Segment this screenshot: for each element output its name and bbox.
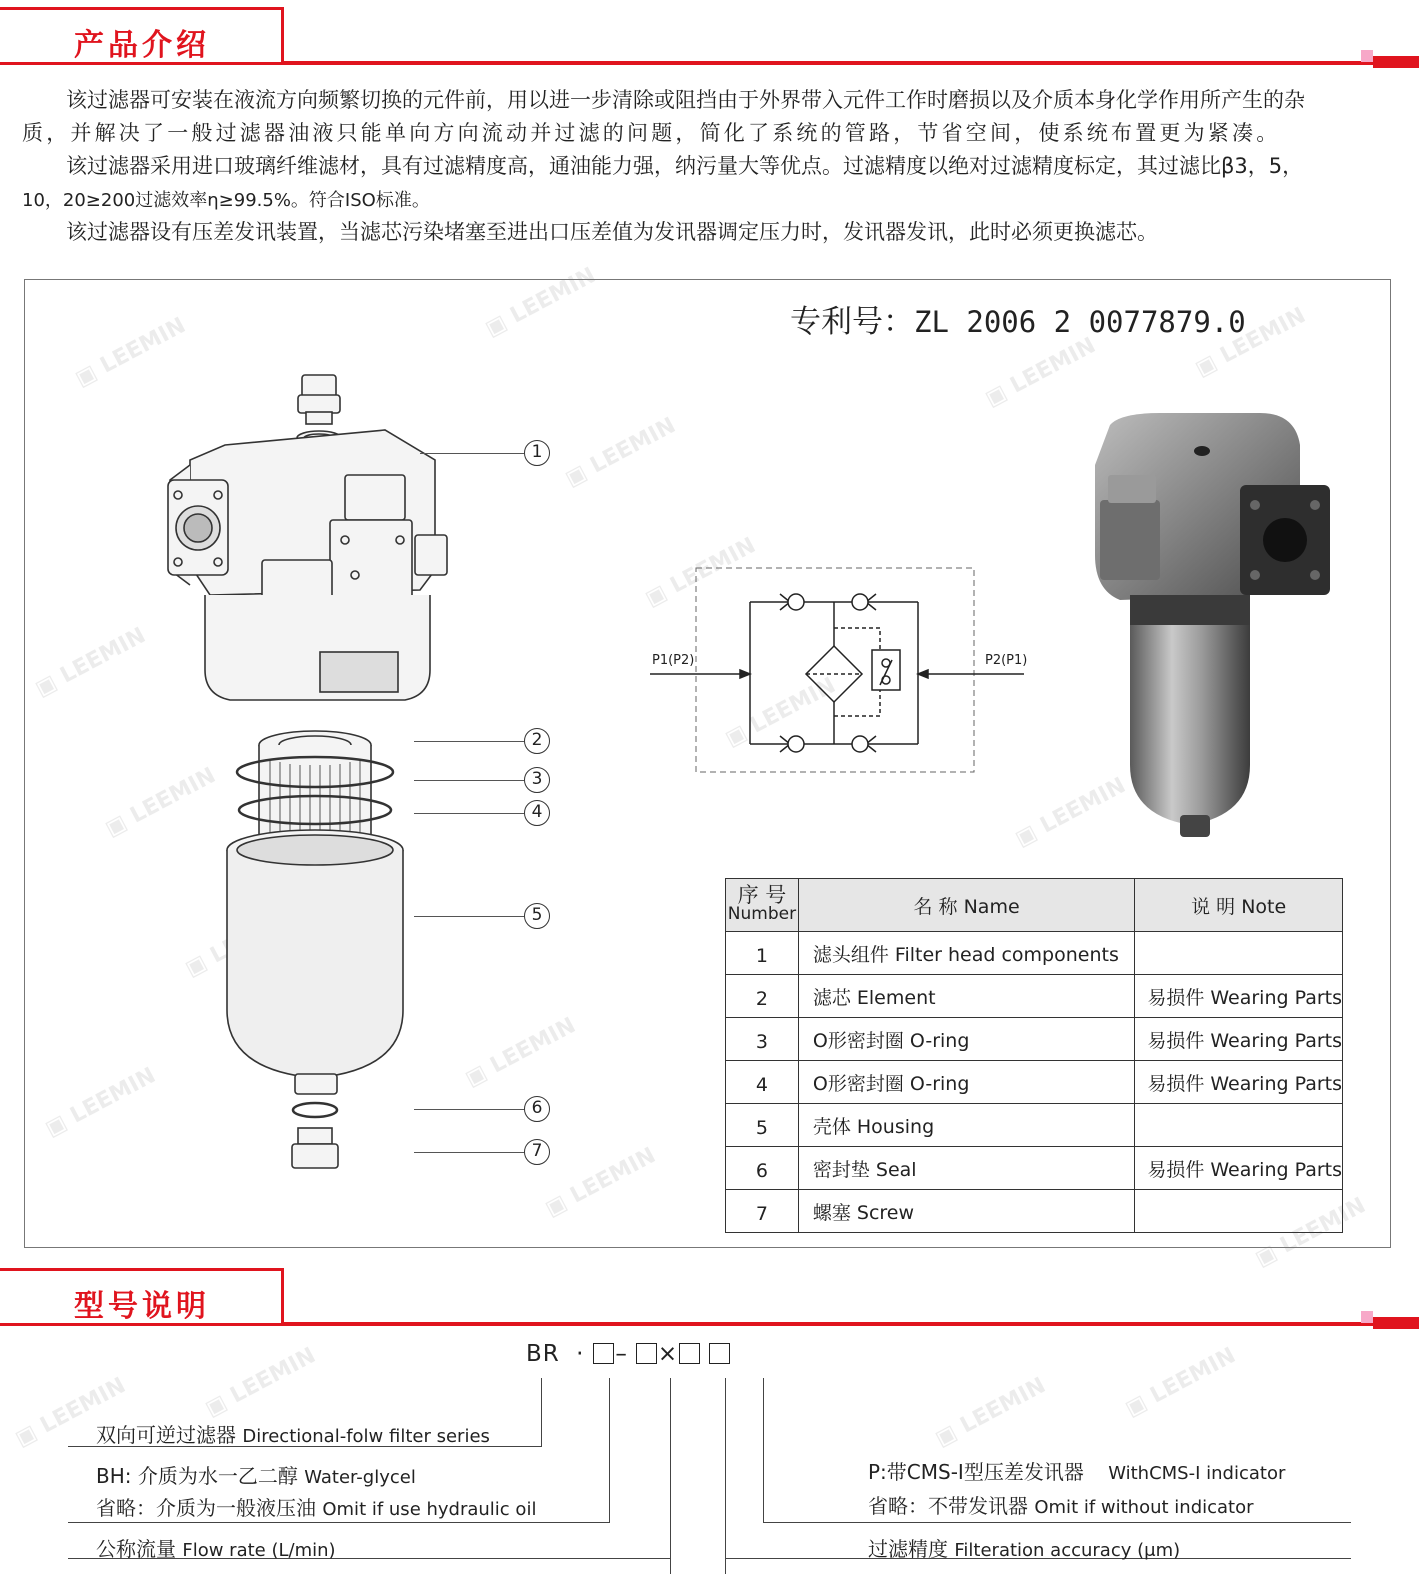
row-number: 1 — [726, 932, 799, 975]
row-name: 壳体 Housing — [798, 1104, 1134, 1147]
row-name: O形密封圈 O-ring — [798, 1061, 1134, 1104]
intro-paragraph-1b: 质，并解决了一般过滤器油液只能单向方向流动并过滤的问题，简化了系统的管路，节省空间，使系统布置更为紧凑。 — [22, 121, 1281, 145]
code-box-medium — [593, 1343, 614, 1364]
code-box-flow — [636, 1343, 657, 1364]
watermark: ▣ LEEMIN — [481, 263, 600, 342]
callout-3: 3 — [524, 767, 550, 793]
noind-cn: 省略：不带发讯器 — [868, 1494, 1028, 1518]
table-row — [726, 1104, 1343, 1147]
model-dot: · — [576, 1341, 585, 1367]
row-note: 易损件 Wearing Parts — [1135, 1018, 1343, 1061]
connector — [763, 1378, 764, 1522]
watermark: ▣ LEEMIN — [201, 1343, 320, 1422]
connector — [541, 1378, 542, 1446]
indicator-p-desc — [868, 1456, 1285, 1485]
row-note: 易损件 Wearing Parts — [1135, 975, 1343, 1018]
intro-paragraph-1a: 该过滤器可安装在液流方向频繁切换的元件前，用以进一步清除或阻挡由于外界带入元件工作时磨损以及介质本身化学作用所产生的杂 — [66, 88, 1305, 112]
watermark: ▣ LEEMIN — [561, 413, 680, 492]
flow-desc — [96, 1533, 336, 1562]
watermark: ▣ LEEMIN — [1191, 303, 1310, 382]
hydraulic-schematic — [640, 560, 1030, 785]
leader-line — [420, 453, 524, 454]
callout-5: 5 — [524, 903, 550, 929]
watermark: ▣ LEEMIN — [541, 1143, 660, 1222]
callout-6: 6 — [524, 1096, 550, 1122]
omit-en: Omit if use hydraulic oil — [322, 1499, 537, 1520]
watermark: ▣ LEEMIN — [1251, 1193, 1370, 1272]
row-name: O形密封圈 O-ring — [798, 1018, 1134, 1061]
watermark: ▣ LEEMIN — [101, 763, 220, 842]
section-title-model: 型号说明 — [74, 1289, 210, 1324]
watermark: ▣ LEEMIN — [1011, 773, 1130, 852]
header-number — [726, 879, 799, 932]
table-header-row — [726, 879, 1343, 932]
row-number: 4 — [726, 1061, 799, 1104]
watermark: ▣ LEEMIN — [931, 1373, 1050, 1452]
watermark: ▣ LEEMIN — [721, 673, 840, 752]
row-number: 6 — [726, 1147, 799, 1190]
series-desc — [96, 1419, 490, 1448]
p-en: WithCMS-I indicator — [1108, 1463, 1286, 1484]
leader-line — [414, 780, 524, 781]
parts-table — [725, 878, 1343, 1233]
intro-paragraph-3: 该过滤器设有压差发讯装置，当滤芯污染堵塞至进出口压差值为发讯器调定压力时，发讯器发讯，此时必须更换滤芯。 — [66, 220, 1158, 244]
leader-line — [414, 741, 524, 742]
row-note — [1135, 1104, 1343, 1147]
row-name: 螺塞 Screw — [798, 1190, 1134, 1233]
connector — [763, 1522, 1351, 1523]
callout-1: 1 — [524, 440, 550, 466]
row-name: 滤芯 Element — [798, 975, 1134, 1018]
red-bar — [1373, 56, 1419, 68]
series-cn: 双向可逆过滤器 — [96, 1423, 236, 1447]
connector — [68, 1522, 610, 1523]
callout-7: 7 — [524, 1139, 550, 1165]
watermark: ▣ LEEMIN — [461, 1013, 580, 1092]
section-rule — [284, 1322, 1419, 1326]
watermark: ▣ LEEMIN — [31, 623, 150, 702]
row-number: 3 — [726, 1018, 799, 1061]
section-title-intro: 产品介绍 — [74, 28, 210, 63]
model-times: × — [657, 1341, 679, 1367]
row-note — [1135, 1190, 1343, 1233]
pink-marker — [1361, 1311, 1373, 1323]
intro-paragraph-2b: 10，20≥200过滤效率η≥99.5%。符合ISO标准。 — [22, 190, 430, 211]
watermark: ▣ LEEMIN — [41, 1063, 160, 1142]
red-bar — [1373, 1317, 1419, 1329]
row-note — [1135, 932, 1343, 975]
p-cn: P:带CMS-I型压差发讯器 — [868, 1460, 1084, 1484]
header-number-cn: 序 号 — [737, 883, 787, 907]
series-en: Directional-folw filter series — [242, 1426, 490, 1447]
connector — [725, 1378, 726, 1574]
table-row — [726, 932, 1343, 975]
leader-line — [414, 1152, 524, 1153]
row-note: 易损件 Wearing Parts — [1135, 1147, 1343, 1190]
leader-line — [414, 916, 524, 917]
section-rule — [284, 61, 1419, 65]
patent-number — [790, 296, 1246, 341]
flow-cn: 公称流量 — [96, 1537, 176, 1561]
leader-line — [414, 1109, 524, 1110]
leader-line — [414, 813, 524, 814]
model-prefix: BR — [526, 1341, 560, 1367]
watermark: ▣ LEEMIN — [71, 313, 190, 392]
code-box-accuracy — [679, 1343, 700, 1364]
model-code — [526, 1341, 731, 1367]
watermark: ▣ LEEMIN — [11, 1373, 130, 1452]
header-note: 说 明 Note — [1135, 879, 1343, 932]
connector — [609, 1378, 610, 1522]
product-render — [1060, 405, 1360, 845]
callout-2: 2 — [524, 728, 550, 754]
medium-omit-desc — [96, 1492, 536, 1521]
table-row — [726, 1147, 1343, 1190]
table-row — [726, 975, 1343, 1018]
acc-cn: 过滤精度 — [868, 1537, 948, 1561]
model-dash: – — [615, 1341, 628, 1367]
connector — [670, 1378, 671, 1574]
bh-cn: BH: 介质为水一乙二醇 — [96, 1464, 298, 1488]
header-name: 名 称 Name — [798, 879, 1134, 932]
code-box-indicator — [709, 1343, 730, 1364]
row-number: 5 — [726, 1104, 799, 1147]
row-number: 2 — [726, 975, 799, 1018]
pink-marker — [1361, 50, 1373, 62]
row-number: 7 — [726, 1190, 799, 1233]
medium-bh-desc — [96, 1460, 416, 1489]
flow-en: Flow rate (L/min) — [182, 1540, 336, 1561]
table-row — [726, 1018, 1343, 1061]
table-row — [726, 1190, 1343, 1233]
patent-value: ZL 2006 2 0077879.0 — [914, 305, 1246, 339]
port-right-label: P2(P1) — [985, 653, 1028, 668]
watermark: ▣ LEEMIN — [641, 533, 760, 612]
intro-paragraph-2a: 该过滤器采用进口玻璃纤维滤材，具有过滤精度高，通油能力强，纳污量大等优点。过滤精度以绝对过滤精度标定，其过滤比β3，5， — [66, 154, 1304, 178]
watermark: ▣ LEEMIN — [1121, 1343, 1240, 1422]
row-name: 密封垫 Seal — [798, 1147, 1134, 1190]
port-left-label: P1(P2) — [652, 653, 695, 668]
indicator-omit-desc — [868, 1490, 1254, 1519]
exploded-filter-drawing — [150, 370, 450, 1180]
watermark: ▣ — [181, 950, 212, 982]
accuracy-desc — [868, 1533, 1180, 1562]
callout-4: 4 — [524, 800, 550, 826]
table-row — [726, 1061, 1343, 1104]
patent-label: 专利号： — [790, 304, 914, 340]
noind-en: Omit if without indicator — [1034, 1497, 1254, 1518]
acc-en: Filteration accuracy (μm) — [954, 1540, 1181, 1561]
omit-cn: 省略：介质为一般液压油 — [96, 1496, 316, 1520]
row-note: 易损件 Wearing Parts — [1135, 1061, 1343, 1104]
watermark: ▣ LEEMIN — [981, 333, 1100, 412]
header-number-en: Number — [727, 904, 797, 924]
row-name: 滤头组件 Filter head components — [798, 932, 1134, 975]
bh-en: Water-glycel — [304, 1467, 416, 1488]
